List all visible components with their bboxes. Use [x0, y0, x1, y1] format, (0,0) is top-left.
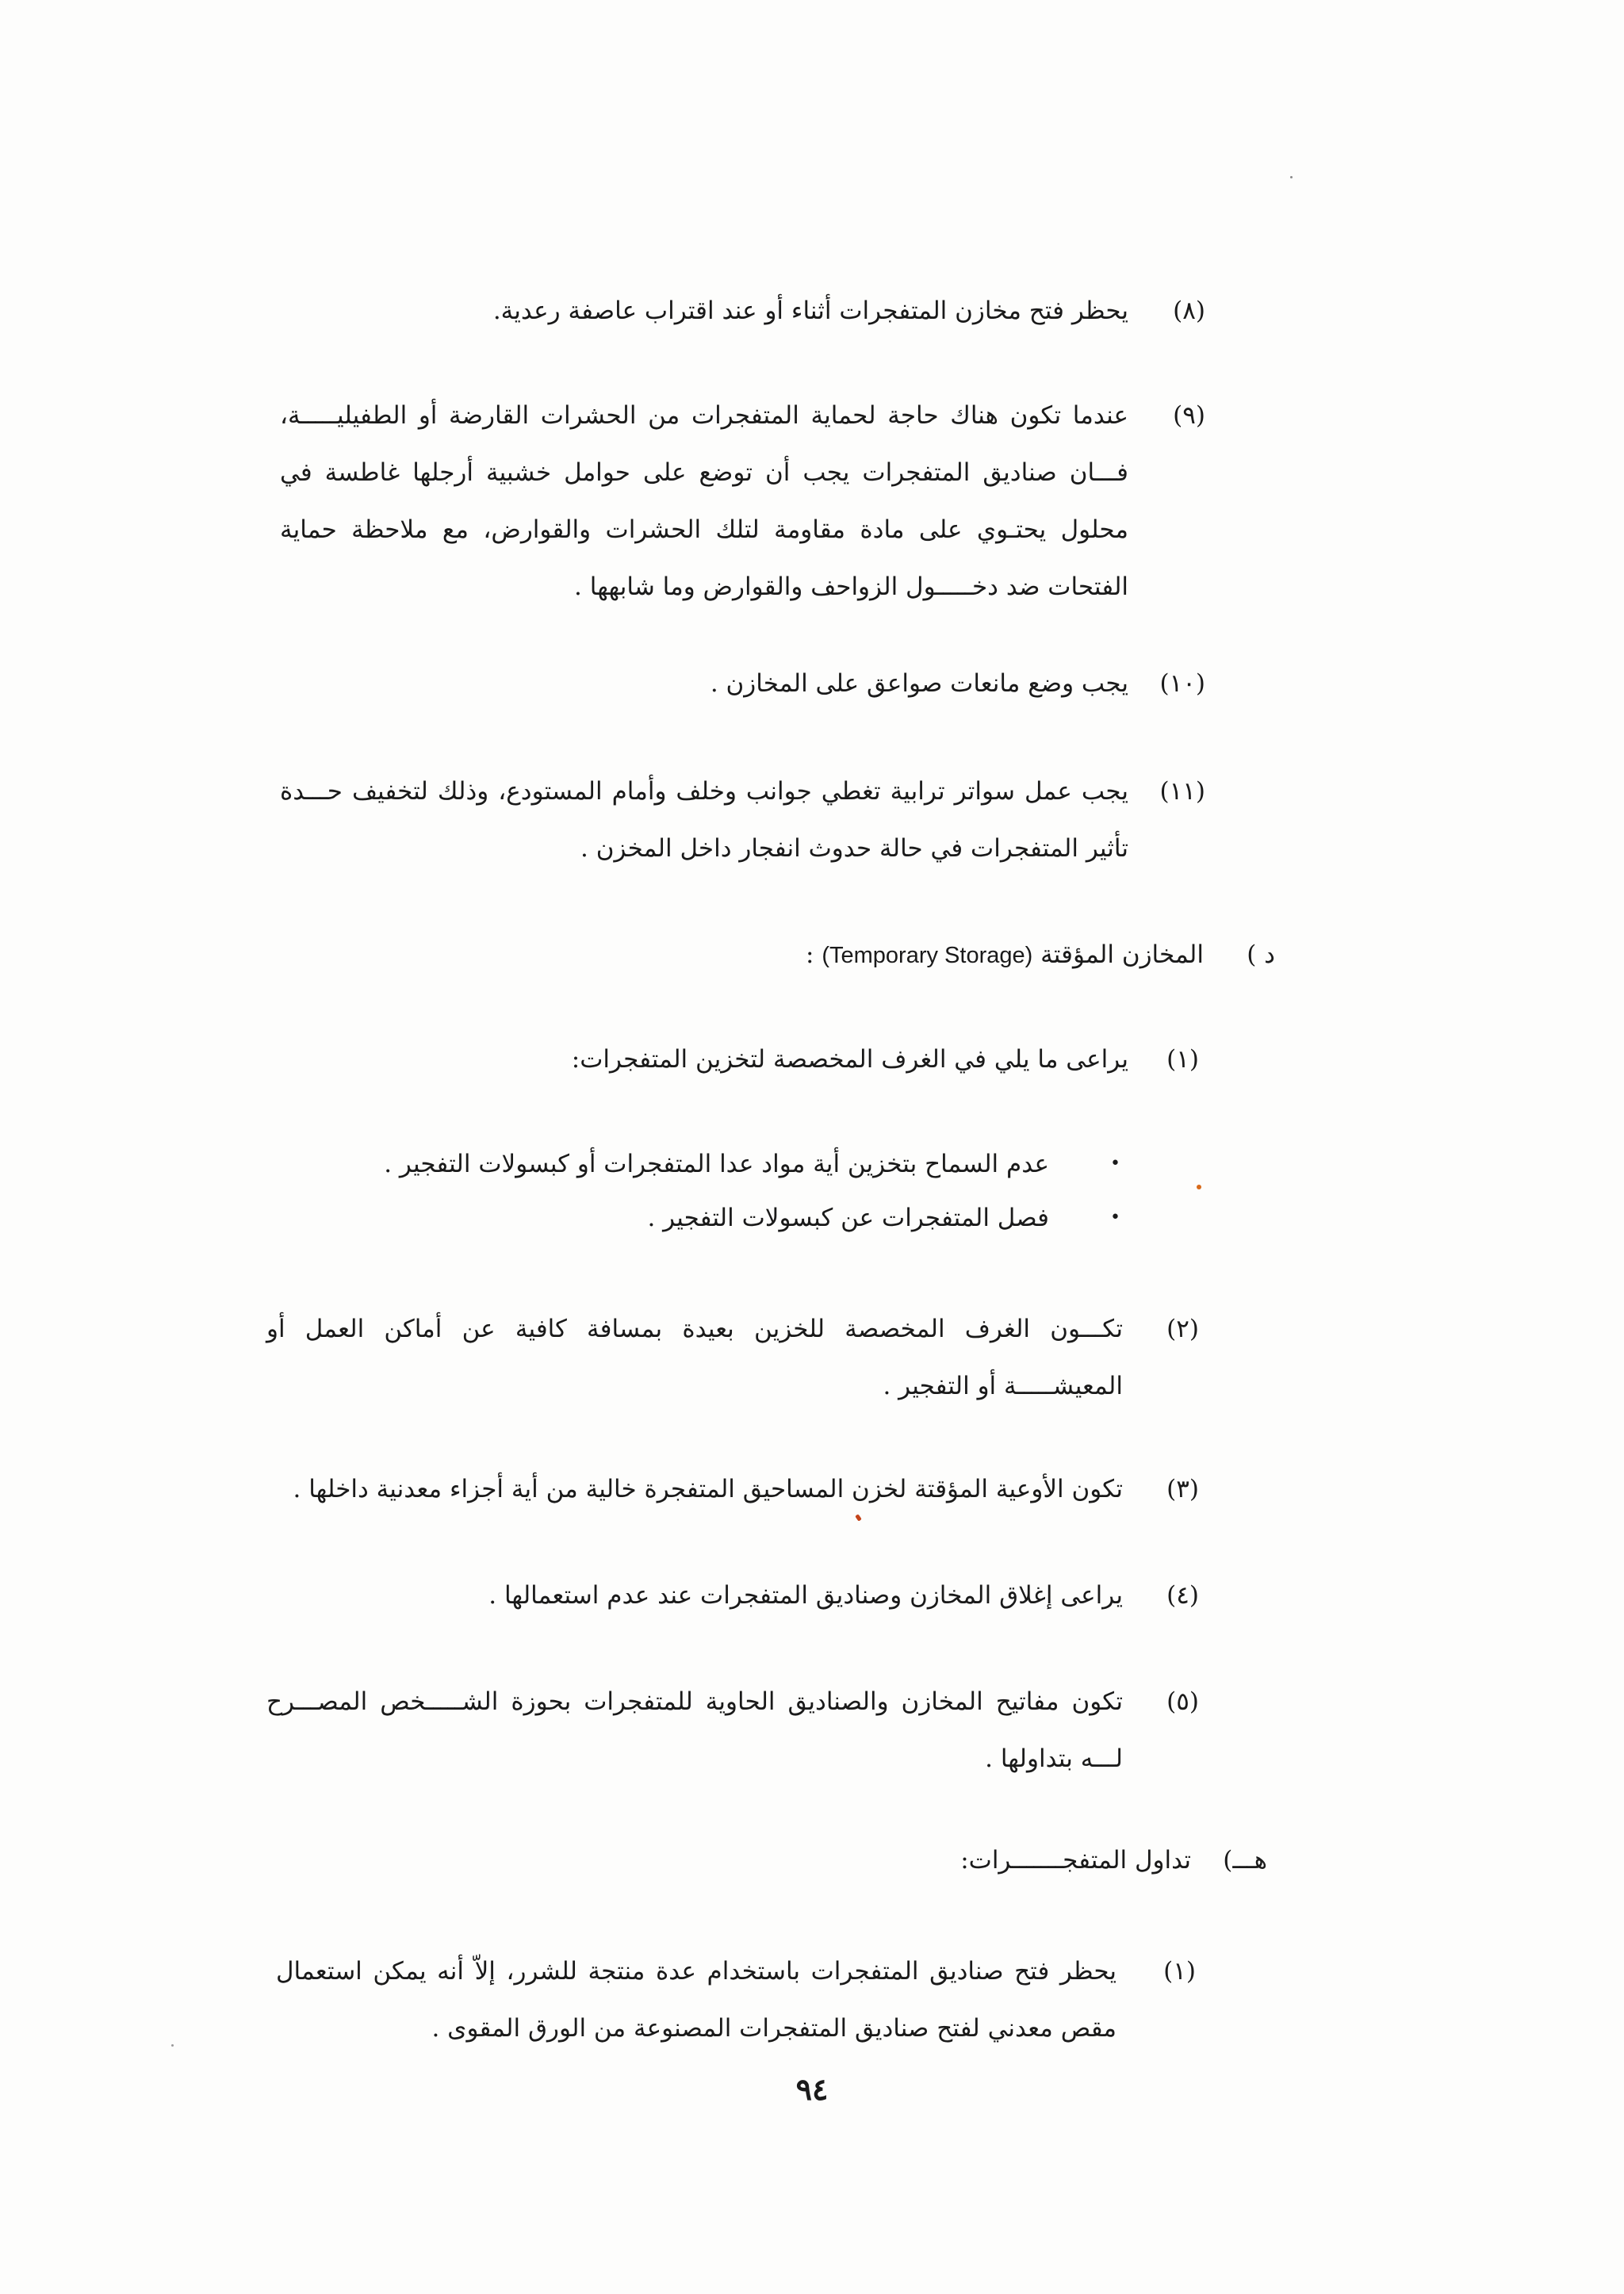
section-d-heading	[806, 926, 1204, 984]
section-d-label: د )	[1247, 940, 1275, 969]
bullet-text: عدم السماح بتخزين أية مواد عدا المتفجرات أو كبسولات التفجير .	[384, 1150, 1049, 1178]
scan-speck	[1290, 176, 1293, 178]
item-text: تكون الأوعية المؤقتة لخزن المساحيق المتفجرة خالية من أية أجزاء معدنية داخلها .	[293, 1475, 1123, 1503]
page-number: ٩٤	[795, 2071, 829, 2107]
item-text: تكون مفاتيح المخازن والصناديق الحاوية للمتفجرات بحوزة الشـــــخص المصـــرح لـــه بتداولها .	[266, 1687, 1123, 1773]
item-number: (٩)	[1173, 401, 1205, 430]
scan-speck	[171, 2044, 174, 2047]
bullet-text: فصل المتفجرات عن كبسولات التفجير .	[647, 1204, 1049, 1232]
scan-speck	[1197, 1185, 1201, 1189]
item-number: (٤)	[1166, 1581, 1199, 1610]
item-text: يراعى إغلاق المخازن وصناديق المتفجرات عند عدم استعمالها .	[488, 1581, 1123, 1610]
section-h-label: هـــ)	[1223, 1846, 1267, 1875]
item-number: (١)	[1163, 1957, 1196, 1986]
bullet-icon: •	[1110, 1154, 1120, 1174]
item-text: يحظر فتح مخازن المتفجرات أثناء أو عند اقتراب عاصفة رعدية.	[492, 297, 1128, 325]
section-d-heading-latin: (Temporary Storage)	[822, 943, 1033, 968]
item-text: يجب عمل سواتر ترابية تغطي جوانب وخلف وأمام المستودع، وذلك لتخفيف حـــدة تأثير المتفجرات في حالة حدوث انفجار داخل المخزن .	[280, 777, 1128, 863]
section-h-heading: تداول المتفجـــــــرات:	[960, 1846, 1191, 1875]
section-d-heading-colon: :	[806, 940, 814, 969]
section-d-heading-text: المخازن المؤقتة	[1040, 940, 1204, 969]
item-text: يراعى ما يلي في الغرف المخصصة لتخزين المتفجرات:	[571, 1045, 1128, 1074]
item-text: تكـــون الغرف المخصصة للخزين بعيدة بمسافة كافية عن أماكن العمل أو المعيشـــــة أو التفجير .	[266, 1315, 1123, 1400]
item-number: (١٠)	[1159, 669, 1205, 698]
item-number: (٥)	[1166, 1687, 1199, 1716]
item-number: (١١)	[1159, 777, 1205, 806]
bullet-icon: •	[1110, 1208, 1120, 1227]
item-number: (٨)	[1173, 297, 1205, 325]
item-number: (٣)	[1166, 1475, 1199, 1503]
item-number: (٢)	[1166, 1315, 1199, 1343]
item-text: عندما تكون هناك حاجة لحماية المتفجرات من الحشرات القارضة أو الطفيليـــــة، فـــان صناديق المتفجرات يجب أن توضع على حوامل خشبية أرجلها غاطسة في محلول يحتـوي على مادة مقاومة لتلك الحشرات والقوارض، مع ملاحظة حماية الفتحات ضد دخـــــول الزواحف والقوارض وما شابهها .	[280, 401, 1128, 601]
item-number: (١)	[1166, 1045, 1199, 1074]
item-text: يحظر فتح صناديق المتفجرات باستخدام عدة منتجة للشرر، إلاّ أنه يمكن استعمال مقص معدني لفتح صناديق المتفجرات المصنوعة من الورق المقوى .	[276, 1957, 1116, 2043]
item-text: يجب وضع مانعات صواعق على المخازن .	[710, 669, 1128, 698]
